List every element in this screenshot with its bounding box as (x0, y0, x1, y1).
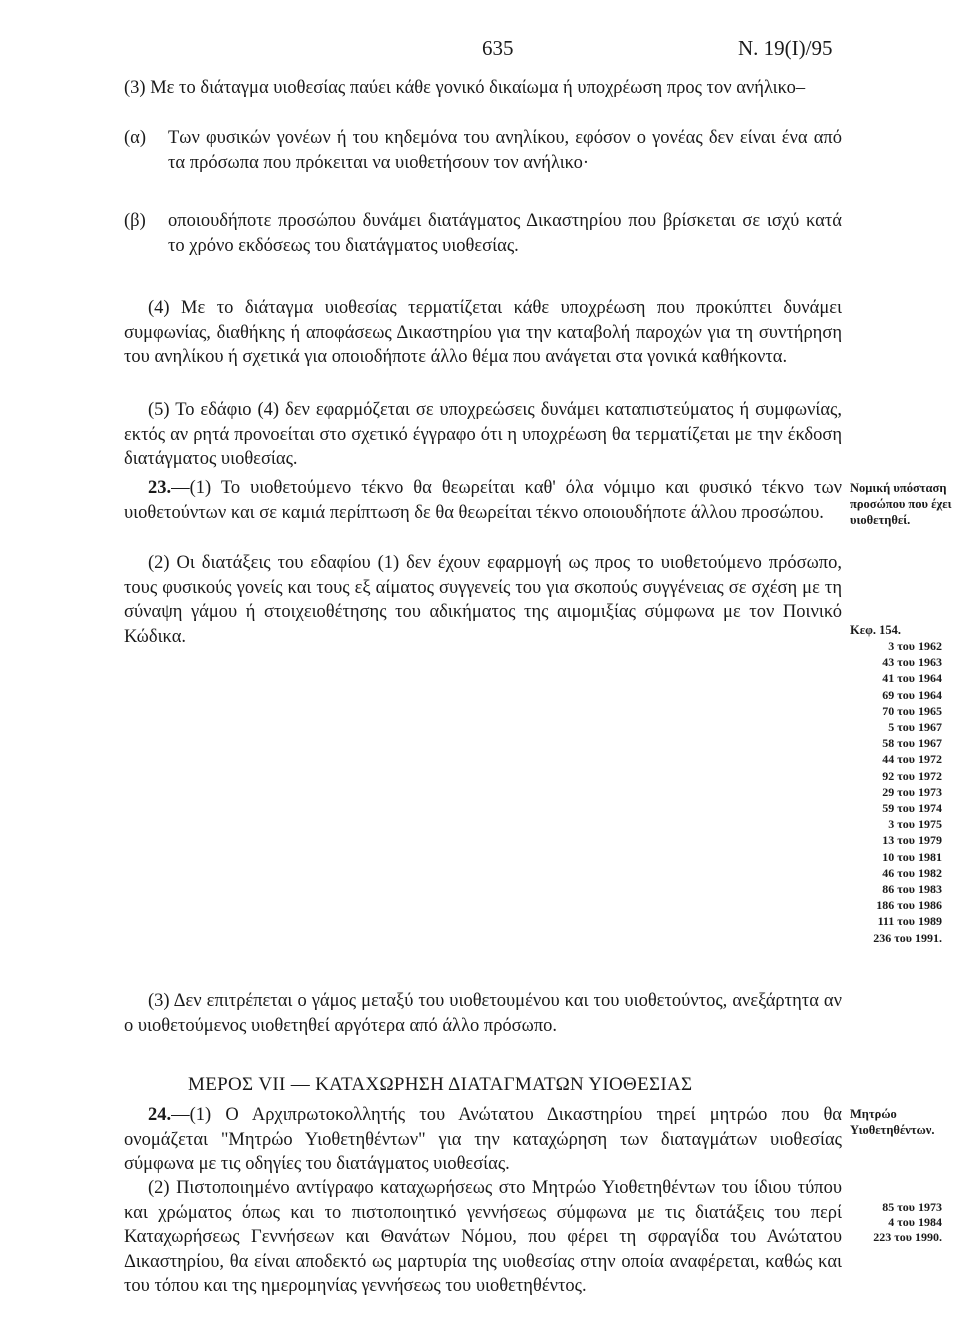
law-citation: 58 του 1967 (882, 736, 942, 751)
law-reference: Ν. 19(Ι)/95 (738, 36, 833, 60)
part-heading: ΜΕΡΟΣ VII — ΚΑΤΑΧΩΡΗΣΗ ΔΙΑΤΑΓΜΑΤΩΝ ΥΙΟΘΕΣΙΑΣ (188, 1074, 693, 1095)
margin-note-24: Μητρώο Υιοθετηθέντων. (850, 1107, 935, 1137)
law-citation: 85 του 1973 (882, 1200, 942, 1214)
law-citation: 223 του 1990. (873, 1230, 942, 1244)
law-citation: 92 του 1972 (882, 768, 942, 783)
section-23-number: 23. (148, 478, 172, 498)
item-a-label: (α) (124, 128, 147, 148)
amending-laws-list (842, 638, 942, 946)
law-citation: 43 του 1963 (882, 655, 942, 670)
law-citation: 44 του 1972 (882, 752, 942, 767)
law-citation: 86 του 1983 (882, 882, 942, 897)
page-number: 635 (482, 36, 514, 60)
section-23-subsection-2: (2) Οι διατάξεις του εδαφίου (1) δεν έχουν εφαρμογή ως προς το υιοθετούμενο πρόσωπο, τους φυσικούς γονείς και τους εξ αίματος συγγενείς του για σκοπούς συγγένειας σε σχέση με τη σύναψη γάμου ή στοιχειοθέτησης του αδικήματος της αιμομιξίας σύμφωνα με τον Ποινικό Κώδικα. (124, 553, 842, 647)
section-24 (124, 1103, 842, 1177)
law-citation: 3 του 1962 (888, 639, 942, 653)
law-citation: 10 του 1981 (882, 849, 942, 864)
section-23-text: —(1) Το υιοθετούμενο τέκνο θα θεωρείται καθ' όλα νόμιμο και φυσικό τέκνο των υιοθετούντων και σε καμιά περίπτωση δε θα θεωρείται τέκνο οποιουδήποτε άλλου προσώπου. (124, 478, 842, 523)
law-citation: 13 του 1979 (882, 833, 942, 848)
section-24-number: 24. (148, 1105, 172, 1125)
law-citation: 3 του 1975 (888, 817, 942, 832)
section-23 (124, 476, 842, 525)
section-24-subsection-2: (2) Πιστοποιημένο αντίγραφο καταχωρήσεως στο Μητρώο Υιοθετηθέντων του ίδιου τύπου και χρώματος όπως και το πιστοποιητικό γεννήσεως σύμφωνα με τις διατάξεις του περί Καταχωρήσεως Γεννήσεων και Θανάτων Νόμου, που φέρει τη σφραγίδα του Ανώτατου Δικαστηρίου, θα είναι αποδεκτό ως μαρτυρία της υιοθεσίας στην οποία αναφέρεται, καθώς και του τόπου και της ημερομηνίας γεννήσεως του υιοθετηθέντος. (124, 1178, 842, 1296)
law-citation: 186 του 1986 (876, 898, 942, 913)
law-citation: 4 του 1984 (888, 1215, 942, 1229)
margin-cap-reference: Κεφ. 154. (850, 623, 901, 637)
section-23-subsection-3: (3) Δεν επιτρέπεται ο γάμος μεταξύ του υιοθετουμένου και του υιοθετούντος, ανεξάρτητα αν ο υιοθετούμενος υιοθετηθεί αργότερα από άλλο πρόσωπο. (124, 991, 842, 1036)
law-citation: 111 του 1989 (877, 914, 942, 929)
paragraph-4: (4) Με το διάταγμα υιοθεσίας τερματίζεται κάθε υποχρέωση που προκύπτει δυνάμει συμφωνίας, διαθήκης ή αποφάσεως Δικαστηρίου για την καταβολή παροχών για τη συντήρηση του ανηλίκου ή σχετικά για οποιοδήποτε άλλο θέμα που ανάγεται στα γονικά καθήκοντα. (124, 298, 842, 367)
item-b-text: οποιουδήποτε προσώπου δυνάμει διατάγματος Δικαστηρίου που βρίσκεται σε ισχύ κατά το χρόνο εκδόσεως του διατάγματος υιοθεσίας. (168, 211, 842, 256)
section-24-text: —(1) Ο Αρχιπρωτοκολλητής του Ανώτατου Δικαστηρίου τηρεί μητρώο που θα ονομάζεται "Μητρώο Υιοθετηθέντων" για την καταχώρηση των διαταγμάτων υιοθεσίας σύμφωνα με τις οδηγίες του διατάγματος υιοθεσίας. (124, 1105, 842, 1174)
paragraph-5: (5) Το εδάφιο (4) δεν εφαρμόζεται σε υποχρεώσεις δυνάμει καταπιστεύματος ή συμφωνίας, εκτός αν ρητά προνοείται στο σχετικό έγγραφο ότι η υποχρέωση θα τερματίζεται με την έκδοση διατάγματος υιοθεσίας. (124, 400, 842, 469)
law-citation: 59 του 1974 (882, 801, 942, 816)
paragraph-3: (3) Με το διάταγμα υιοθεσίας παύει κάθε γονικό δικαίωμα ή υποχρέωση προς τον ανήλικο– (124, 78, 806, 98)
law-citation: 236 του 1991. (873, 930, 942, 945)
law-citation: 70 του 1965 (882, 703, 942, 718)
item-b-label: (β) (124, 211, 146, 231)
law-citation: 29 του 1973 (882, 784, 942, 799)
law-citation: 41 του 1964 (882, 671, 942, 686)
law-citation: 5 του 1967 (888, 720, 942, 735)
registration-laws-list (842, 1200, 942, 1245)
margin-note-23: Νομική υπόσταση προσώπου που έχει υιοθετηθεί. (850, 481, 952, 527)
law-citation: 69 του 1964 (882, 687, 942, 702)
law-citation: 46 του 1982 (882, 865, 942, 880)
item-a-text: Των φυσικών γονέων ή του κηδεμόνα του ανηλίκου, εφόσον ο γονέας δεν είναι ένα από τα πρόσωπα που πρόκειται να υιοθετήσουν τον ανήλικο· (168, 128, 842, 173)
